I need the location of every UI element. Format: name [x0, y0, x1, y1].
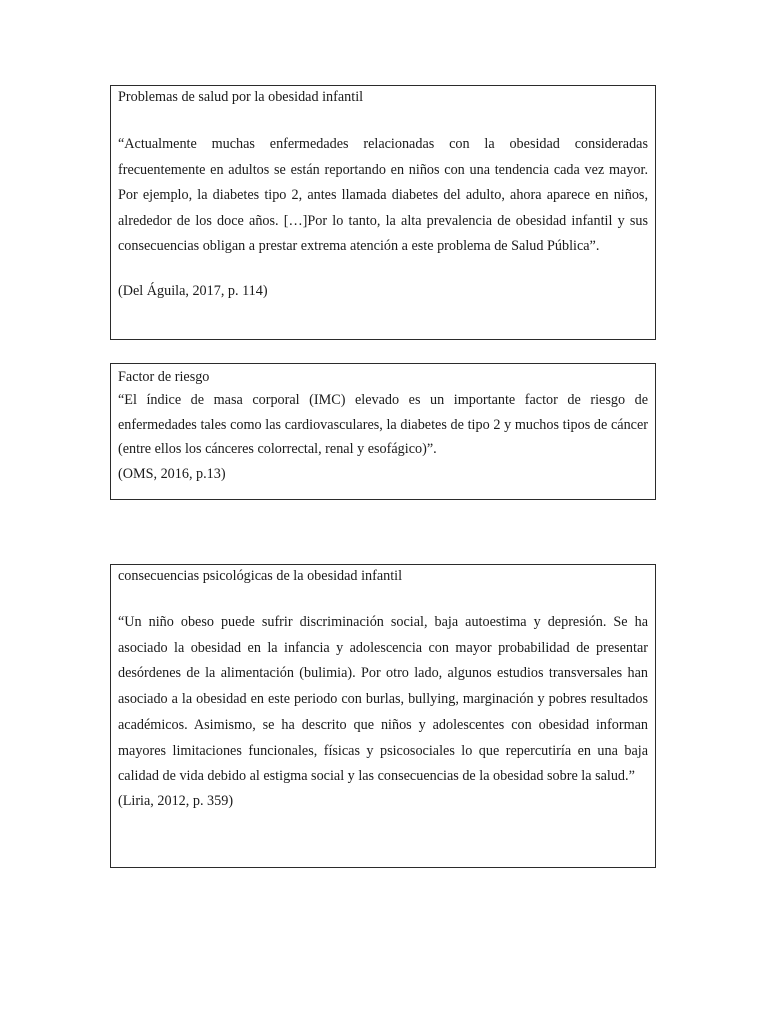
box-title: Factor de riesgo: [118, 369, 210, 385]
quote-box-psychological-consequences: [110, 564, 656, 868]
quote-box-risk-factor: [110, 363, 656, 500]
quote-text: “Un niño obeso puede sufrir discriminación social, baja autoestima y depresión. Se ha asociado la obesidad en la infancia y adolescencia con mayor probabilidad de presentar desórdenes de la alimentación (bulimia). Por otro lado, algunos estudios transversales han asociado a la obesidad en este periodo con burlas, bullying, marginación y pobres resultados académicos. Asimismo, se ha descrito que niños y adolescentes con obesidad informan mayores limitaciones funcionales, físicas y psicosociales lo que repercutiría en una baja calidad de vida debido al estigma social y las consecuencias de la obesidad sobre la salud.”: [118, 614, 648, 785]
box-title: consecuencias psicológicas de la obesidad infantil: [118, 568, 403, 584]
citation: (Del Águila, 2017, p. 114): [118, 282, 268, 299]
box-title: Problemas de salud por la obesidad infantil: [118, 89, 364, 105]
citation: (Liria, 2012, p. 359): [118, 792, 234, 809]
quote-text: “El índice de masa corporal (IMC) elevado es un importante factor de riesgo de enfermedades tales como las cardiovasculares, la diabetes de tipo 2 y muchos tipos de cáncer (entre ellos los cánceres colorrectal, renal y esofágico)”.: [118, 392, 648, 457]
quote-box-health-problems: [110, 85, 656, 340]
quote-text: “Actualmente muchas enfermedades relacionadas con la obesidad consideradas frecuentemente en adultos se están reportando en niños con una tendencia cada vez mayor. Por ejemplo, la diabetes tipo 2, antes llamada diabetes del adulto, ahora aparece en niños, alrededor de los doce años. […]Por lo tanto, la alta prevalencia de obesidad infantil y sus consecuencias obligan a prestar extrema atención a este problema de Salud Pública”.: [118, 136, 648, 254]
citation: (OMS, 2016, p.13): [118, 465, 226, 482]
